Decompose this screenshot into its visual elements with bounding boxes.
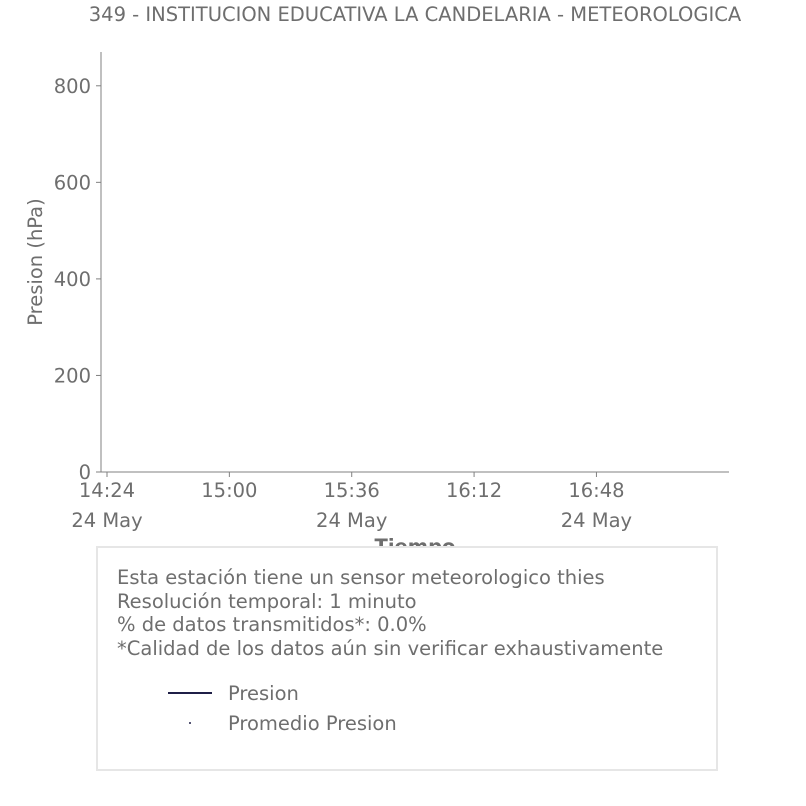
legend-item-presion bbox=[168, 681, 299, 705]
info-transmitted-line: % de datos transmitidos*: 0.0% bbox=[117, 613, 427, 636]
legend-item-promedio bbox=[168, 711, 397, 735]
x-tick-label: 16:12 bbox=[445, 479, 503, 502]
x-tick-date-label: 24 May bbox=[71, 509, 143, 532]
legend-line-swatch bbox=[168, 692, 212, 695]
x-tick-label: 15:36 bbox=[323, 479, 380, 502]
y-tick-label: 400 bbox=[53, 267, 91, 291]
info-sensor-line: Esta estación tiene un sensor meteorologico thies bbox=[117, 566, 605, 589]
x-tick-label: 15:00 bbox=[201, 479, 258, 502]
x-tick-label: 14:24 bbox=[78, 479, 136, 502]
y-tick-label: 200 bbox=[53, 364, 91, 388]
y-tick-label: 600 bbox=[53, 171, 91, 195]
info-box bbox=[96, 546, 718, 771]
info-quality-note: *Calidad de los datos aún sin verificar exhaustivamente bbox=[117, 636, 664, 660]
y-axis-label: Presion (hPa) bbox=[24, 198, 47, 326]
chart-title: 349 - INSTITUCION EDUCATIVA LA CANDELARIA - METEOROLOGICA bbox=[88, 3, 742, 26]
legend-label-promedio: Promedio Presion bbox=[228, 711, 397, 735]
info-resolution-line: Resolución temporal: 1 minuto bbox=[117, 589, 417, 613]
y-tick-label: 0 bbox=[78, 461, 91, 484]
y-tick-label: 800 bbox=[53, 74, 91, 98]
legend-point-swatch bbox=[168, 722, 212, 724]
axes bbox=[54, 52, 729, 532]
legend-label-presion: Presion bbox=[228, 681, 299, 705]
x-tick-date-label: 24 May bbox=[560, 509, 633, 532]
x-tick-date-label: 24 May bbox=[316, 509, 388, 532]
info-text bbox=[117, 566, 663, 660]
x-tick-label: 16:48 bbox=[568, 479, 625, 502]
